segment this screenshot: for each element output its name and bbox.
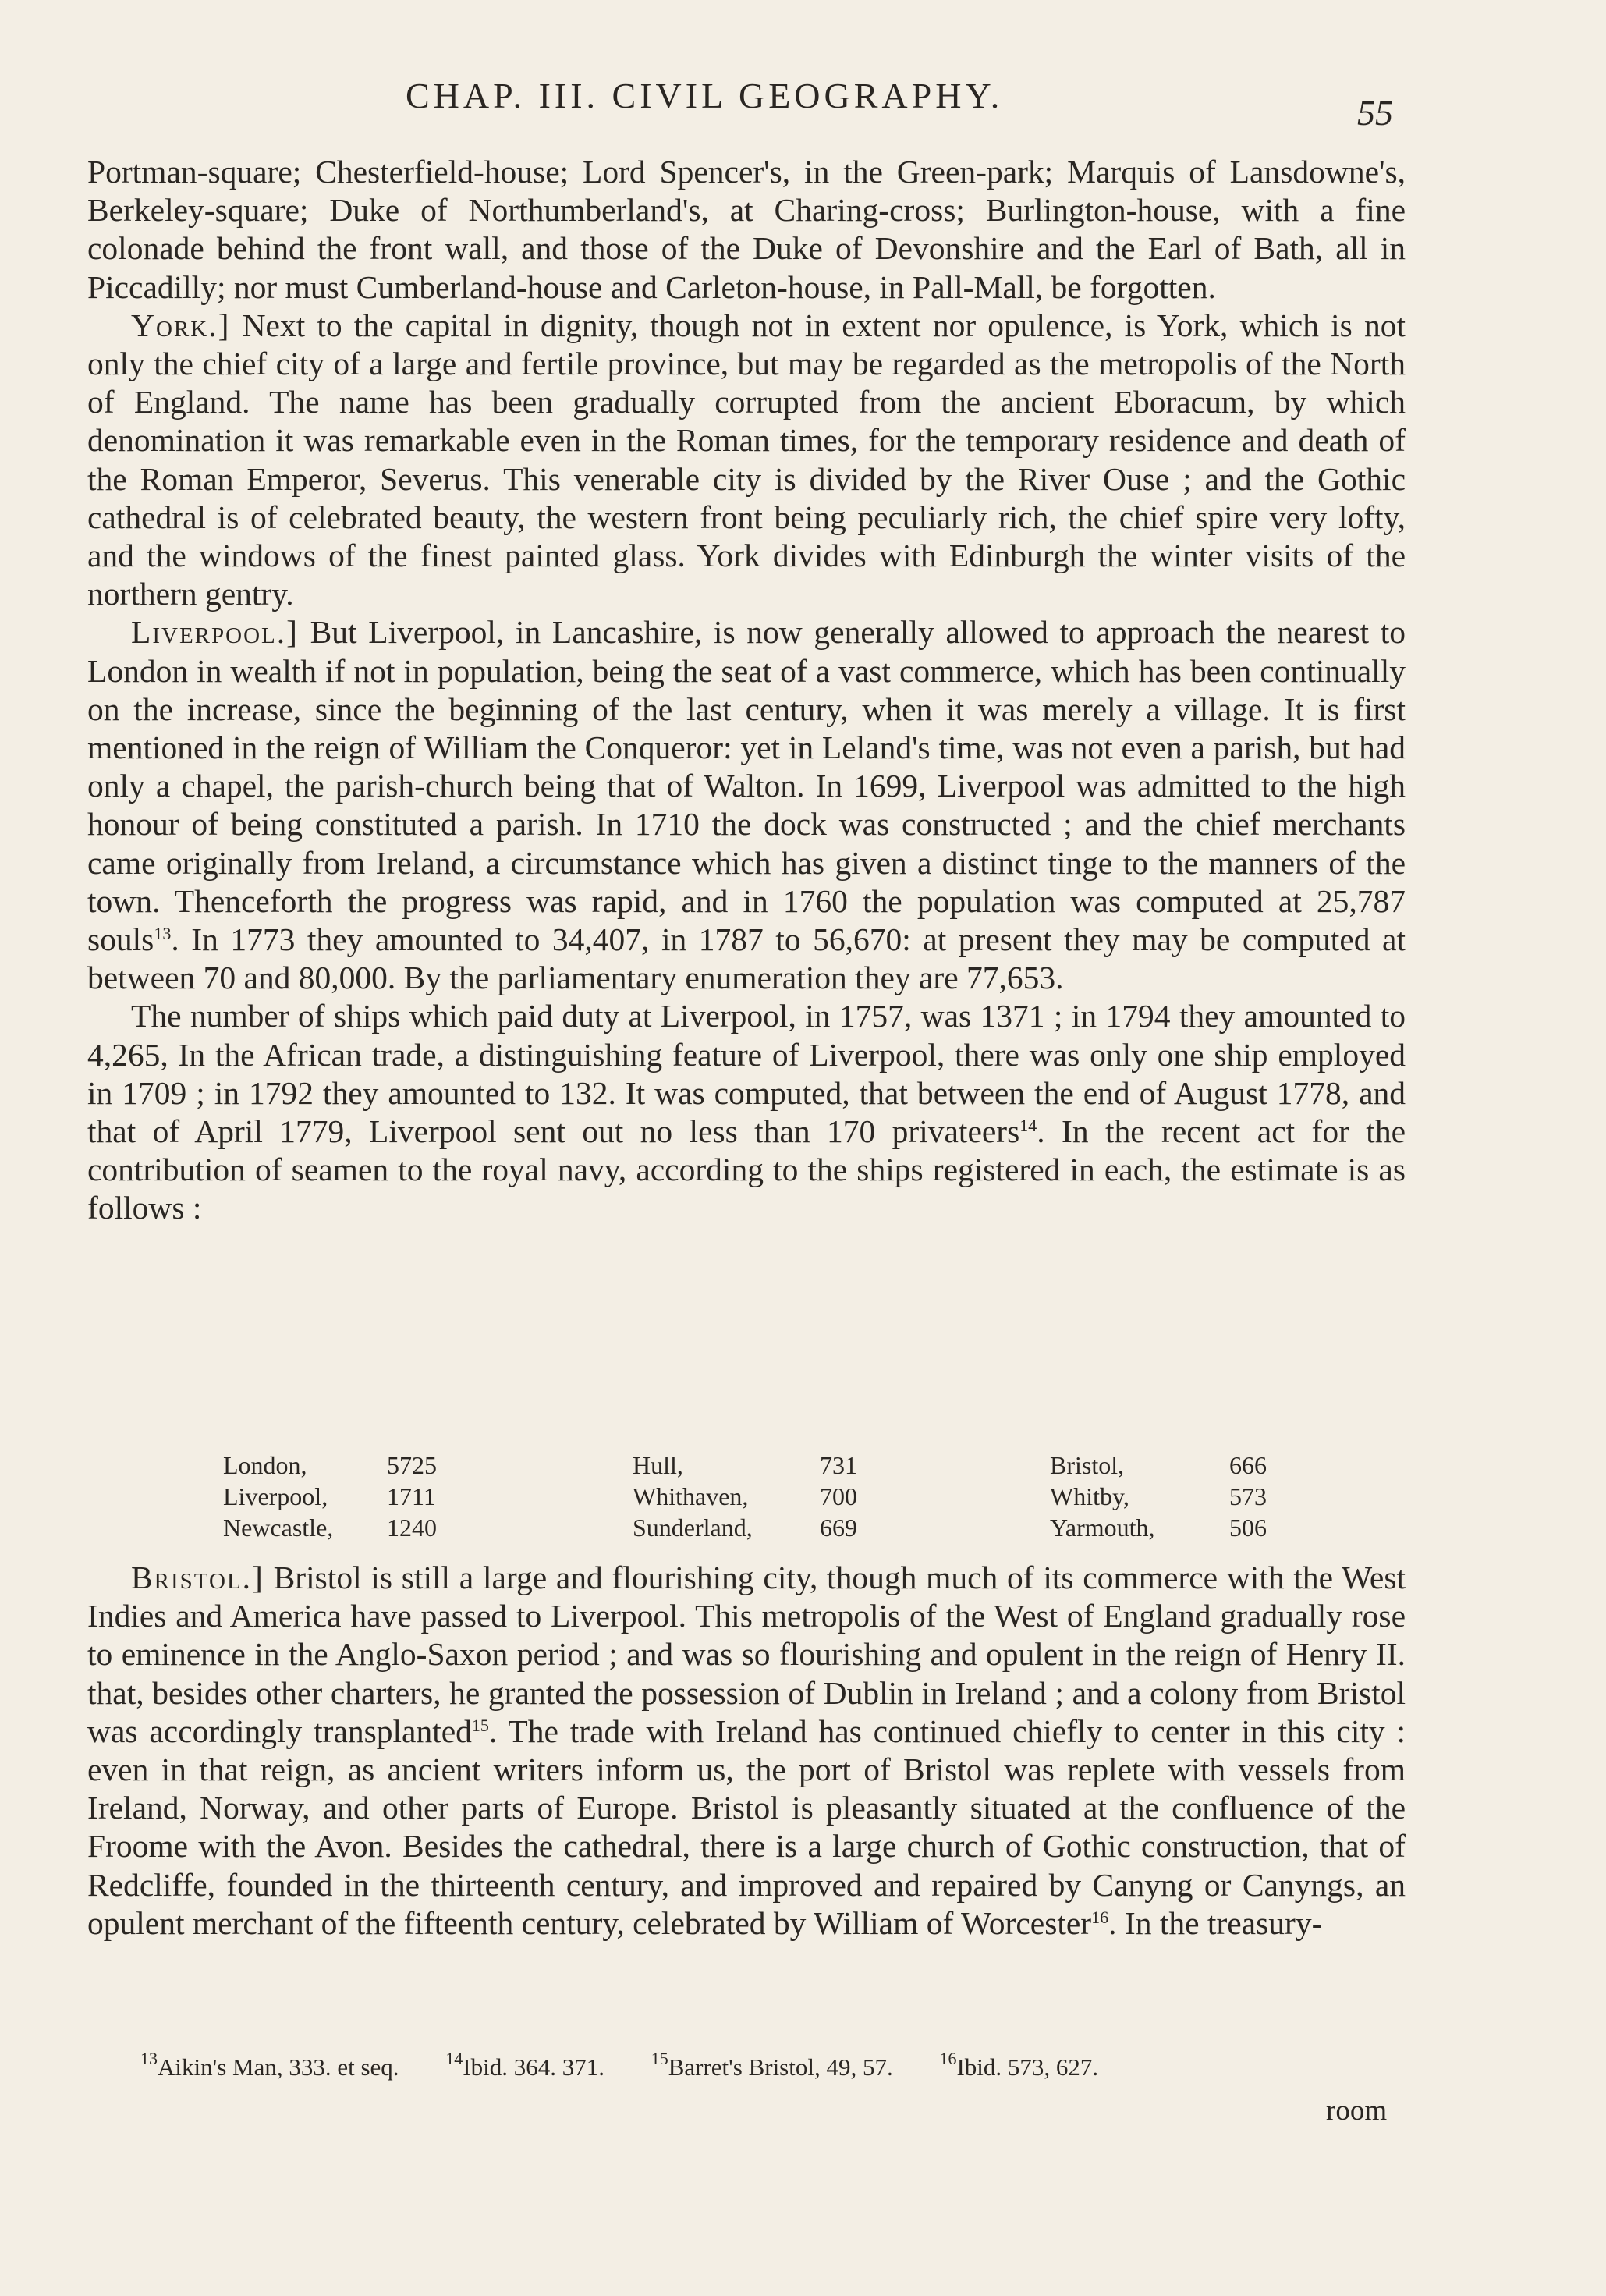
footnote: [445, 2049, 604, 2081]
paragraph-york: [87, 307, 1406, 614]
catchword: room: [1326, 2095, 1388, 2127]
footnote-text: Ibid. 364. 371.: [463, 2053, 604, 2081]
port-name: Sunderland,: [633, 1514, 753, 1542]
ships-table: [223, 1450, 1315, 1543]
footnote-ref: 14: [1019, 1116, 1037, 1136]
port-name: Yarmouth,: [1050, 1514, 1155, 1542]
paragraph-ships: [87, 997, 1406, 1227]
paragraph-text: Next to the capital in dignity, though not in extent nor opulence, is York, which is not only the chief city of a large and fertile province, but may be regarded as the metropolis of the North of England. The name has been gradually corrupted from the ancient Eboracum, by which denomination it was remarkable even in the Roman times, for the temporary residence and death of the Roman Emperor, Severus. This venerable city is divided by the River Ouse ; and the Gothic cathedral is of celebrated beauty, the western front being peculiarly rich, the chief spire very lofty, and the windows of the finest painted glass. York divides with Edinburgh the winter visits of the northern gentry.: [87, 307, 1406, 612]
footnote: [140, 2049, 399, 2081]
footnote: [939, 2049, 1099, 2081]
port-name: London,: [223, 1451, 307, 1479]
main-text-continued: [87, 1559, 1406, 1943]
port-name: Liverpool,: [223, 1482, 328, 1510]
paragraph-text: Portman-square; Chesterfield-house; Lord Spencer's, in the Green-park; Marquis of Lansdowne's, Berkeley-square; Duke of Northumberland's, at Charing-cross; Burlington-house, with a fine colonade behind the front wall, and those of the Duke of Devonshire and the Earl of Bath, all in Piccadilly; nor must Cumberland-house and Carleton-house, in Pall-Mall, be forgotten.: [87, 154, 1406, 305]
port-count: 573: [1229, 1482, 1267, 1510]
paragraph-bristol: [87, 1559, 1406, 1943]
port-count: 1711: [387, 1482, 436, 1510]
footnote-text: Aikin's Man, 333. et seq.: [158, 2053, 399, 2081]
footnote-mark: 15: [651, 2049, 668, 2068]
page-header: [0, 75, 1606, 133]
port-count: 731: [820, 1451, 857, 1479]
footnote-text: Barret's Bristol, 49, 57.: [668, 2053, 893, 2081]
port-count: 700: [820, 1482, 857, 1510]
port-name: Hull,: [633, 1451, 683, 1479]
port-name: Whitby,: [1050, 1482, 1129, 1510]
footnote: [651, 2049, 893, 2081]
port-count: 5725: [387, 1451, 437, 1479]
main-text: [87, 153, 1406, 1228]
section-lead-york: York.]: [131, 307, 231, 343]
paragraph-text: The number of ships which paid duty at Liverpool, in 1757, was 1371 ; in 1794 they amounted to 4,265, In the African trade, a distinguishing feature of Liverpool, there was only one ship employed in 1709 ; in 1792 they amounted to 132. It was computed, that between the end of August 1778, and that of April 1779, Liverpool sent out no less than 170 privateers: [87, 998, 1406, 1150]
paragraph-text: Bristol is still a large and flourishing city, though much of its commerce with the West Indies and America have passed to Liverpool. This metropolis of the West of England gradually rose to eminence in the Anglo-Saxon period ; and was so flourishing and opulent in the reign of Henry II. that, besides other charters, he granted the possession of Dublin in Ireland ; and a colony from Bristol was accordingly transplanted: [87, 1560, 1406, 1749]
port-name: Bristol,: [1050, 1451, 1125, 1479]
footnote-text: Ibid. 573, 627.: [956, 2053, 1099, 2081]
section-lead-liverpool: Liverpool.]: [131, 614, 299, 651]
table-row: [223, 1481, 1315, 1512]
port-count: 1240: [387, 1514, 437, 1542]
port-name: Newcastle,: [223, 1514, 334, 1542]
paragraph-london-houses: [87, 153, 1406, 307]
page-number: 55: [1357, 93, 1393, 133]
running-head: CHAP. III. CIVIL GEOGRAPHY.: [406, 76, 1004, 115]
footnote-mark: 16: [939, 2049, 957, 2068]
table-row: [223, 1512, 1315, 1543]
footnote-mark: 14: [445, 2049, 463, 2068]
paragraph-text-tail: . In the treasury-: [1108, 1904, 1323, 1941]
paragraph-text-tail: . In the recent act for the contribution of seamen to the royal navy, according to the ships registered in each, the estimate is as follows :: [87, 1113, 1406, 1226]
port-count: 666: [1229, 1451, 1267, 1479]
footnote-ref: 16: [1091, 1907, 1109, 1927]
footnote-mark: 13: [140, 2049, 158, 2068]
paragraph-liverpool: [87, 613, 1406, 997]
paragraph-text-mid: . The trade with Ireland has continued chiefly to center in this city : even in that reign, as ancient writers inform us, the port of Bristol was replete with vessels from Ireland, Norway, and other parts of Europe. Bristol is pleasantly situated at the confluence of the Froome with the Avon. Besides the cathedral, there is a large church of Gothic construction, that of Redcliffe, founded in the thirteenth century, and improved and repaired by Canyng or Canyngs, an opulent merchant of the fifteenth century, celebrated by William of Worcester: [87, 1712, 1406, 1941]
port-count: 669: [820, 1514, 857, 1542]
footnote-ref: 13: [154, 924, 172, 944]
port-count: 506: [1229, 1514, 1267, 1542]
paragraph-text-tail: . In 1773 they amounted to 34,407, in 1787 to 56,670: at present they may be computed at between 70 and 80,000. By the parliamentary enumeration they are 77,653.: [87, 921, 1406, 996]
section-lead-bristol: Bristol.]: [131, 1560, 264, 1595]
paragraph-text: But Liverpool, in Lancashire, is now generally allowed to approach the nearest to London in wealth if not in population, being the seat of a vast commerce, which has been continually on the increase, since the beginning of the last century, when it was merely a village. It is first mentioned in the reign of William the Conqueror: yet in Leland's time, was not even a parish, but had only a chapel, the parish-church being that of Walton. In 1699, Liverpool was admitted to the high honour of being constituted a parish. In 1710 the dock was constructed ; and the chief merchants came originally from Ireland, a circumstance which has given a distinct tinge to the manners of the town. Thenceforth the progress was rapid, and in 1760 the population was computed at 25,787 souls: [87, 614, 1406, 958]
footnotes: [140, 2049, 1388, 2081]
port-name: Whithaven,: [633, 1482, 749, 1510]
footnote-ref: 15: [471, 1715, 489, 1735]
table-row: [223, 1450, 1315, 1481]
